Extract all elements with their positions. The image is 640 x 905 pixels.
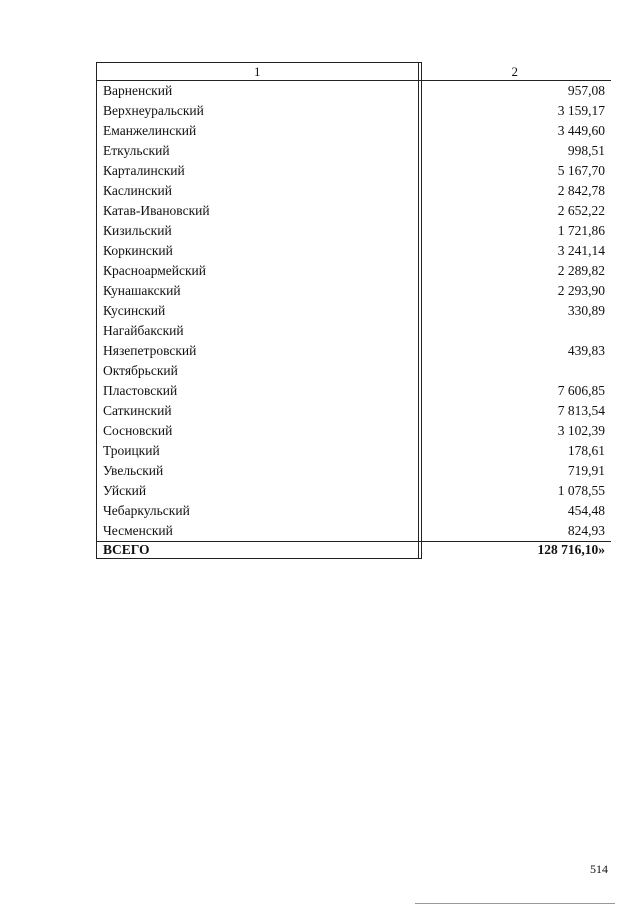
district-value: 2 289,82 <box>557 263 605 278</box>
total-label: ВСЕГО <box>97 542 418 559</box>
district-name: Каслинский <box>97 181 418 201</box>
table-row <box>97 501 611 521</box>
district-name: Еманжелинский <box>97 121 418 141</box>
table-row <box>97 421 611 441</box>
table-row <box>97 241 611 261</box>
district-value: 5 167,70 <box>557 163 605 178</box>
district-value: 957,08 <box>567 83 605 98</box>
district-name: Коркинский <box>97 241 418 261</box>
table-header-row <box>97 63 611 81</box>
district-name: Увельский <box>97 461 418 481</box>
district-value: 439,83 <box>567 343 605 358</box>
district-name: Красноармейский <box>97 261 418 281</box>
district-name: Кусинский <box>97 301 418 321</box>
table-row <box>97 361 611 381</box>
table-row <box>97 281 611 301</box>
district-value: 3 102,39 <box>557 423 605 438</box>
district-value: 2 652,22 <box>557 203 605 218</box>
table-row <box>97 441 611 461</box>
table-row <box>97 201 611 221</box>
district-value: 7 606,85 <box>557 383 605 398</box>
table-row <box>97 121 611 141</box>
district-name: Карталинский <box>97 161 418 181</box>
table-row <box>97 321 611 341</box>
table-row <box>97 181 611 201</box>
district-value: 454,48 <box>567 503 605 518</box>
district-value: 330,89 <box>567 303 605 318</box>
district-table-container <box>96 62 605 559</box>
table-row <box>97 481 611 501</box>
district-table <box>97 63 611 558</box>
table-row <box>97 521 611 542</box>
table-row <box>97 261 611 281</box>
page-number: 514 <box>590 862 608 876</box>
district-value: 1 078,55 <box>557 483 605 498</box>
district-value <box>418 361 611 381</box>
district-value: 7 813,54 <box>557 403 605 418</box>
district-name: Кунашакский <box>97 281 418 301</box>
district-name: Сосновский <box>97 421 418 441</box>
table-row <box>97 401 611 421</box>
district-name: Варненский <box>97 81 418 102</box>
district-value: 719,91 <box>567 463 605 478</box>
district-name: Троицкий <box>97 441 418 461</box>
district-value: 2 842,78 <box>557 183 605 198</box>
total-value: 128 716,10» <box>418 542 611 559</box>
district-name: Октябрьский <box>97 361 418 381</box>
district-value: 2 293,90 <box>557 283 605 298</box>
district-value: 3 159,17 <box>557 103 605 118</box>
district-name: Чебаркульский <box>97 501 418 521</box>
district-name: Верхнеуральский <box>97 101 418 121</box>
district-value: 1 721,86 <box>557 223 605 238</box>
district-value: 998,51 <box>567 143 605 158</box>
column-header-2: 2 <box>418 63 611 81</box>
district-name: Уйский <box>97 481 418 501</box>
table-total-row <box>97 542 611 559</box>
district-name: Пластовский <box>97 381 418 401</box>
table-row <box>97 81 611 102</box>
district-name: Нязепетровский <box>97 341 418 361</box>
district-name: Нагайбакский <box>97 321 418 341</box>
district-name: Еткульский <box>97 141 418 161</box>
district-value: 3 449,60 <box>557 123 605 138</box>
district-name: Чесменский <box>97 521 418 542</box>
district-value <box>418 321 611 341</box>
district-value: 824,93 <box>567 523 605 538</box>
table-row <box>97 381 611 401</box>
district-name: Катав-Ивановский <box>97 201 418 221</box>
table-row <box>97 301 611 321</box>
footer-divider <box>415 903 615 904</box>
table-row <box>97 341 611 361</box>
table-row <box>97 221 611 241</box>
table-row <box>97 461 611 481</box>
table-row <box>97 101 611 121</box>
district-value: 178,61 <box>567 443 605 458</box>
table-row <box>97 161 611 181</box>
district-name: Кизильский <box>97 221 418 241</box>
district-value: 3 241,14 <box>557 243 605 258</box>
table-row <box>97 141 611 161</box>
column-header-1: 1 <box>97 63 418 81</box>
district-name: Саткинский <box>97 401 418 421</box>
